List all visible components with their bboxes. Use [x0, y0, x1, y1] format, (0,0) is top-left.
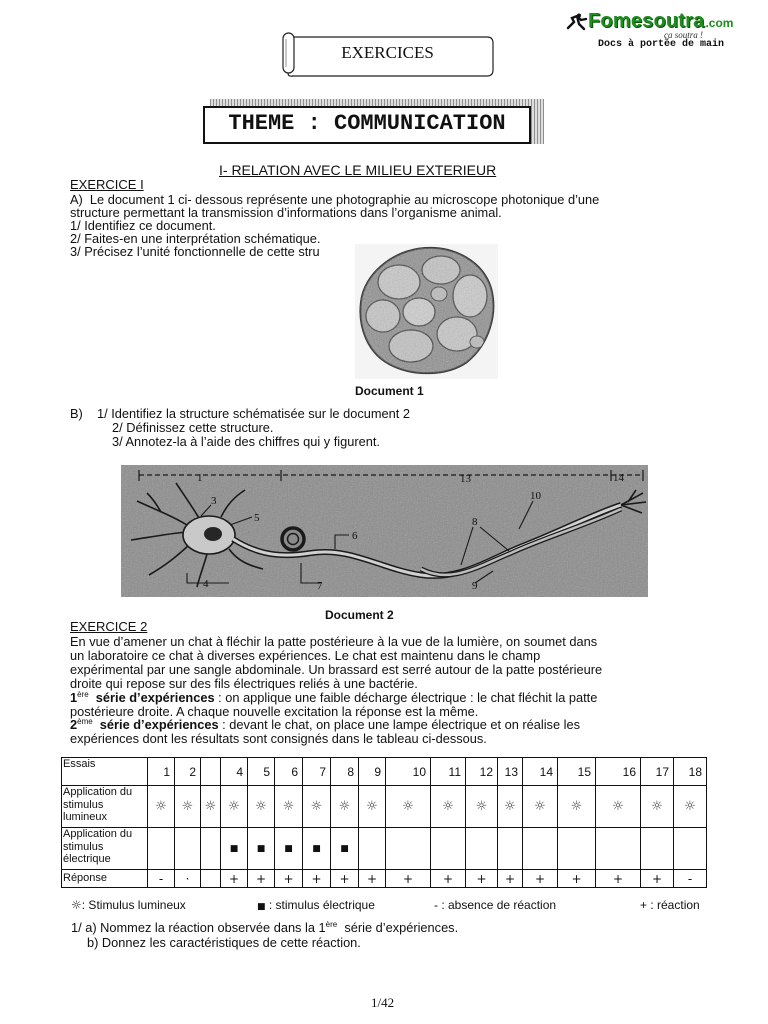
question-1b: b) Donnez les caractéristiques de cette réaction. [87, 935, 361, 950]
electric-stimulus-icon [201, 828, 221, 870]
logo-tagline: ça soutra ! [664, 30, 703, 40]
exercise-2-title: EXERCICE 2 [70, 619, 148, 634]
response-cell: - [674, 870, 707, 888]
part-b-question-1: 1/ Identifiez la structure schématisée sur le document 2 [97, 406, 410, 421]
question-1a [71, 921, 458, 934]
electric-stimulus-icon [641, 828, 674, 870]
light-stimulus-icon: ☼ [523, 786, 558, 828]
exercise-1-title: EXERCICE I [70, 177, 144, 192]
row-label-reponse: Réponse [62, 870, 148, 888]
sun-icon: ☼ [71, 898, 82, 912]
serie-1-title: série d’expériences [88, 689, 215, 705]
question-1a-prefix: 1/ a) Nommez la réaction observée dans la 1 [71, 920, 326, 935]
part-a-line: 3/ Précisez l’unité fonctionnelle de cette stru [70, 244, 320, 259]
doc2-label: 5 [254, 512, 260, 524]
electric-stimulus-icon [386, 828, 431, 870]
doc2-label: 13 [460, 473, 471, 485]
logo-subtitle: Docs à portée de main [598, 39, 725, 50]
serie-2-line [70, 718, 602, 732]
results-table [61, 757, 707, 888]
paragraph-line: postérieure droite. A chaque nouvelle excitation la réponse est la même. [70, 703, 479, 719]
question-1a-suffix: série d’expériences. [337, 920, 459, 935]
essai-number: 16 [596, 758, 641, 786]
electric-stimulus-icon [596, 828, 641, 870]
electric-stimulus-icon: ■ [303, 828, 331, 870]
light-stimulus-icon: ☼ [386, 786, 431, 828]
response-cell: + [275, 870, 303, 888]
document-1-caption: Document 1 [355, 384, 424, 398]
light-stimulus-icon: ☼ [248, 786, 275, 828]
light-stimulus-icon: ☼ [641, 786, 674, 828]
serie-2-text: : devant le chat, on place une lampe électrique et on réalise les [218, 717, 580, 733]
paragraph-line: droite qui repose sur des fils électriques reliés à une bactérie. [70, 675, 418, 691]
table-header-row [62, 758, 707, 786]
nucleus [204, 527, 222, 541]
part-a-line: structure permettant la transmission d’informations dans l’organisme animal. [70, 205, 502, 220]
essai-number: 9 [359, 758, 386, 786]
light-stimulus-icon: ☼ [275, 786, 303, 828]
legend-reaction: + : réaction [640, 898, 700, 912]
doc2-label: 4 [203, 578, 209, 590]
serie-1-line [70, 691, 602, 705]
paragraph-line: un laboratoire ce chat à diverses expériences. Le chat est maintenu dans le champ [70, 647, 541, 663]
document-2-image [121, 465, 648, 597]
essai-number: 13 [498, 758, 523, 786]
row-label-line: lumineux [63, 811, 108, 823]
row-label-line: stimulus [63, 840, 104, 853]
doc2-label: 3 [211, 495, 217, 507]
logo-figure-icon [566, 13, 588, 31]
response-cell: + [596, 870, 641, 888]
essai-number: 5 [248, 758, 275, 786]
essai-number: 18 [674, 758, 707, 786]
row-label-line: électrique [63, 853, 111, 865]
essai-number: 7 [303, 758, 331, 786]
light-stimulus-icon: ☼ [221, 786, 248, 828]
response-cell [201, 870, 221, 888]
light-stimulus-icon: ☼ [359, 786, 386, 828]
theme-label: THEME : COMMUNICATION [228, 111, 506, 136]
light-stimulus-icon: ☼ [466, 786, 498, 828]
electric-stimulus-icon [523, 828, 558, 870]
electric-stimulus-icon [466, 828, 498, 870]
table-header-essais: Essais [62, 758, 148, 786]
doc2-label: 6 [352, 530, 358, 542]
electric-stimulus-icon: ■ [221, 828, 248, 870]
light-stimulus-icon: ☼ [331, 786, 359, 828]
banner-title: EXERCICES [341, 43, 434, 62]
response-cell: + [466, 870, 498, 888]
row-label-line: Application du [63, 828, 133, 840]
row-label-line: Application du [63, 786, 133, 798]
response-cell: + [523, 870, 558, 888]
row-label-lumineux [62, 786, 148, 828]
essai-number: 2 [175, 758, 201, 786]
square-icon: ■ [257, 902, 266, 912]
page-number: 1/42 [371, 995, 395, 1010]
doc2-label: 10 [530, 490, 541, 502]
part-b-question-3: 3/ Annotez-la à l’aide des chiffres qui y figurent. [112, 434, 380, 449]
response-cell: + [558, 870, 596, 888]
exercise-2-text [70, 635, 602, 746]
response-cell: - [148, 870, 175, 888]
essai-number: 1 [148, 758, 175, 786]
essai-number: 8 [331, 758, 359, 786]
legend-lumineux-text: : Stimulus lumineux [81, 898, 186, 912]
electric-stimulus-icon [431, 828, 466, 870]
table-row-reponse [62, 870, 707, 888]
essai-number: 4 [221, 758, 248, 786]
response-cell: + [303, 870, 331, 888]
response-cell: + [331, 870, 359, 888]
legend-lumineux [71, 898, 186, 912]
light-stimulus-icon: ☼ [498, 786, 523, 828]
electric-stimulus-icon: ■ [331, 828, 359, 870]
light-stimulus-icon: ☼ [148, 786, 175, 828]
part-a-line: A) Le document 1 ci- dessous représente une photographie au microscope photonique d’une [70, 192, 600, 207]
light-stimulus-icon: ☼ [201, 786, 221, 828]
logo-tld: .com [705, 16, 734, 30]
document-1-image [355, 244, 498, 379]
part-a-line: 2/ Faites-en une interprétation schématique. [70, 231, 321, 246]
table-row-electrique [62, 828, 707, 870]
logo-name: Fomesoutra [588, 10, 705, 32]
essai-number: 12 [466, 758, 498, 786]
response-cell: + [386, 870, 431, 888]
electric-stimulus-icon: ■ [275, 828, 303, 870]
electric-stimulus-icon [359, 828, 386, 870]
response-cell: + [498, 870, 523, 888]
essai-number: 15 [558, 758, 596, 786]
serie-2-title: série d’expériences [92, 717, 219, 733]
doc2-label: 14 [613, 472, 624, 484]
electric-stimulus-icon [175, 828, 201, 870]
doc2-label: 1 [197, 472, 203, 484]
light-stimulus-icon: ☼ [596, 786, 641, 828]
part-b-question-2: 2/ Définissez cette structure. [112, 420, 274, 435]
row-label-line: stimulus [63, 798, 104, 811]
legend-electrique [257, 898, 375, 912]
part-a-line: 1/ Identifiez ce document. [70, 218, 216, 233]
response-cell: + [431, 870, 466, 888]
response-cell: + [641, 870, 674, 888]
light-stimulus-icon: ☼ [558, 786, 596, 828]
light-stimulus-icon: ☼ [431, 786, 466, 828]
serie-2-sup: ème [77, 717, 93, 727]
row-label-electrique [62, 828, 148, 870]
electric-stimulus-icon [498, 828, 523, 870]
light-stimulus-icon: ☼ [674, 786, 707, 828]
response-cell: + [359, 870, 386, 888]
doc2-label: 9 [472, 580, 478, 592]
doc2-label: 7 [317, 580, 323, 592]
table-row-lumineux [62, 786, 707, 828]
response-cell: + [248, 870, 275, 888]
essai-number: 6 [275, 758, 303, 786]
electric-stimulus-icon [674, 828, 707, 870]
essai-number: 14 [523, 758, 558, 786]
response-cell: · [175, 870, 201, 888]
axon-loop [282, 528, 304, 550]
paragraph-line: En vue d’amener un chat à fléchir la patte postérieure à la vue de la lumière, on soumet dans [70, 634, 598, 649]
question-1a-sup: ère [325, 920, 338, 929]
electric-stimulus-icon [148, 828, 175, 870]
serie-1-number: 1 [70, 689, 78, 705]
legend-electrique-text: : stimulus électrique [265, 898, 375, 912]
electric-stimulus-icon: ■ [248, 828, 275, 870]
serie-1-text: : on applique une faible décharge électrique : le chat fléchit la patte [214, 689, 598, 705]
essai-number: 11 [431, 758, 466, 786]
response-cell: + [221, 870, 248, 888]
light-stimulus-icon: ☼ [175, 786, 201, 828]
serie-2-number: 2 [70, 717, 78, 733]
logo [588, 10, 733, 33]
essai-number: 17 [641, 758, 674, 786]
section-heading: I- RELATION AVEC LE MILIEU EXTERIEUR [219, 162, 497, 178]
essai-number [201, 758, 221, 786]
exercise-1-part-a [70, 193, 599, 258]
light-stimulus-icon: ☼ [303, 786, 331, 828]
serie-1-sup: ère [77, 689, 89, 699]
doc2-label: 8 [472, 516, 478, 528]
paragraph-line: expérimental par une sangle abdominale. Un brassard est serré autour de la patte postérieure [70, 661, 603, 677]
document-2-caption: Document 2 [325, 608, 394, 622]
electric-stimulus-icon [558, 828, 596, 870]
legend-absence: - : absence de réaction [434, 898, 557, 912]
essai-number: 10 [386, 758, 431, 786]
paragraph-line: expériences dont les résultats sont consignés dans le tableau ci-dessous. [70, 731, 487, 747]
part-b-label: B) [70, 406, 83, 421]
